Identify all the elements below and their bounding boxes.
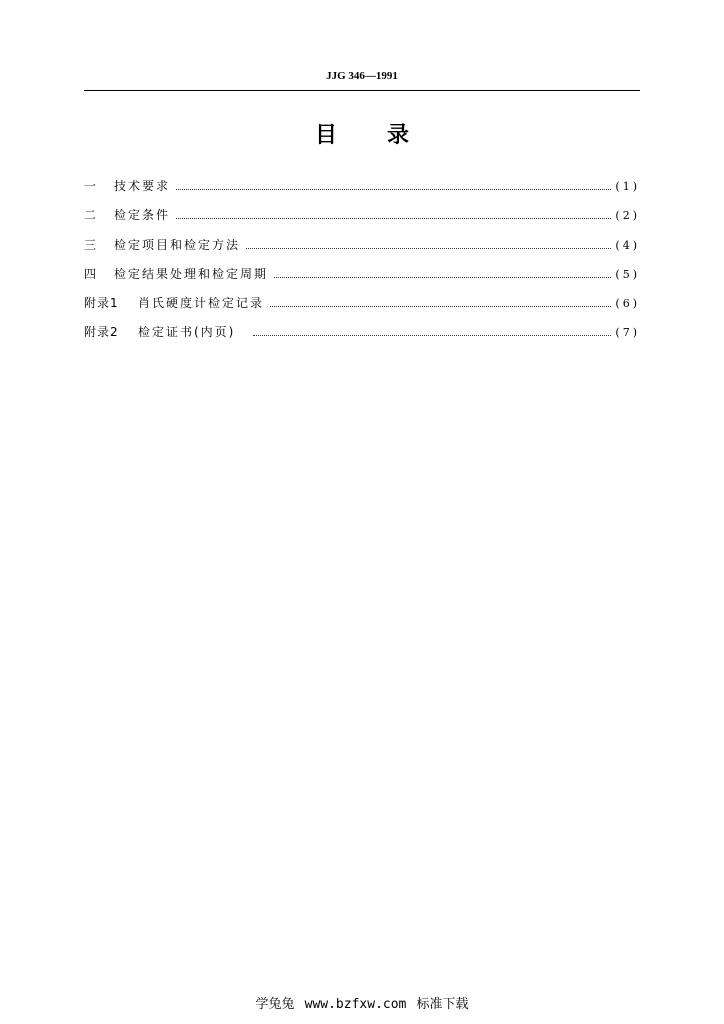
toc-entry-page: (5) bbox=[615, 267, 640, 281]
footer-site-name: 学兔兔 bbox=[255, 997, 295, 1012]
toc-entry-label[interactable]: 检定结果处理和检定周期 bbox=[114, 266, 269, 281]
footer-tagline: 标准下载 bbox=[416, 997, 469, 1012]
toc-entry-number: 附录1 bbox=[84, 296, 119, 311]
dot-leader bbox=[176, 217, 611, 219]
standard-code: JJG 346—1991 bbox=[326, 70, 398, 82]
toc-entry[interactable] bbox=[84, 206, 640, 235]
toc-entry-label[interactable]: 检定项目和检定方法 bbox=[114, 237, 241, 252]
footer-url-link[interactable]: www.bzfxw.com bbox=[304, 997, 407, 1012]
toc-entry[interactable] bbox=[84, 177, 640, 206]
header-divider bbox=[84, 90, 640, 91]
toc-entry-label[interactable]: 检定证书(内页) bbox=[138, 325, 236, 340]
toc-entry-number: 二 bbox=[84, 208, 98, 223]
toc-title bbox=[0, 118, 724, 149]
toc-title-char-1: 目 bbox=[314, 123, 337, 148]
toc-entry-number: 四 bbox=[84, 266, 98, 281]
toc-entry-label[interactable]: 检定条件 bbox=[114, 208, 171, 223]
toc-list bbox=[84, 177, 640, 353]
toc-entry-page: (2) bbox=[615, 209, 640, 223]
dot-leader bbox=[246, 247, 611, 249]
dot-leader bbox=[253, 334, 611, 336]
dot-leader bbox=[176, 188, 611, 190]
toc-entry[interactable] bbox=[84, 236, 640, 265]
toc-entry-number: 附录2 bbox=[84, 325, 119, 340]
toc-entry-number: 三 bbox=[84, 237, 98, 252]
toc-title-char-2: 录 bbox=[387, 123, 410, 148]
toc-entry-page: (1) bbox=[615, 180, 640, 193]
toc-entry-page: (7) bbox=[615, 326, 640, 340]
footer-watermark bbox=[0, 993, 724, 1012]
dot-leader bbox=[274, 276, 611, 278]
toc-entry[interactable] bbox=[84, 294, 640, 323]
toc-entry-page: (6) bbox=[615, 297, 640, 311]
toc-entry-number: 一 bbox=[84, 179, 98, 193]
toc-entry-label[interactable]: 技术要求 bbox=[114, 179, 171, 193]
toc-entry[interactable] bbox=[84, 323, 640, 352]
dot-leader bbox=[270, 305, 611, 307]
toc-entry-label[interactable]: 肖氏硬度计检定记录 bbox=[138, 296, 265, 311]
toc-entry-page: (4) bbox=[615, 238, 640, 252]
toc-entry[interactable] bbox=[84, 265, 640, 294]
